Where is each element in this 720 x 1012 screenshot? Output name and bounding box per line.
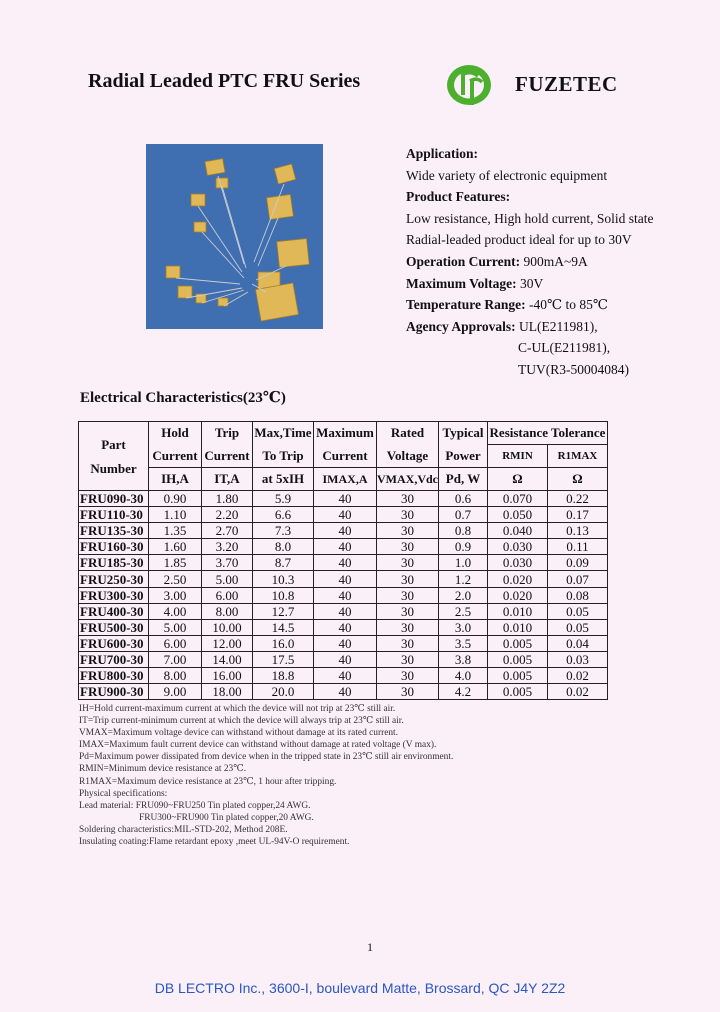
header-r1max: R1MAX [548, 445, 608, 468]
page-title: Radial Leaded PTC FRU Series [88, 70, 361, 92]
note-lead-1: Lead material: FRU090~FRU250 Tin plated copper,24 AWG. [79, 800, 311, 811]
header-ohm-min: Ω [488, 468, 548, 491]
table-cell: 8.0 [253, 539, 314, 555]
table-cell: 30 [377, 491, 439, 507]
note-coating: Insulating coating:Flame retardant epoxy ,meet UL-94V-O requirement. [79, 837, 350, 848]
table-cell: 30 [377, 619, 439, 635]
table-row [79, 603, 608, 619]
part-number-cell: FRU800-30 [79, 668, 149, 684]
max-voltage-value: 30V [516, 275, 544, 291]
table-cell: 3.8 [439, 651, 488, 667]
operation-current-label: Operation Current: [406, 253, 521, 269]
table-cell: 0.030 [488, 539, 548, 555]
header-max: Maximum [314, 422, 377, 445]
table-cell: 40 [314, 539, 377, 555]
table-cell: 10.3 [253, 571, 314, 587]
table-cell: 0.030 [488, 555, 548, 571]
table-cell: 40 [314, 555, 377, 571]
table-cell: 1.2 [439, 571, 488, 587]
table-cell: 0.020 [488, 571, 548, 587]
header-ih: IH,A [149, 468, 202, 491]
header-5xih: at 5xIH [253, 468, 314, 491]
table-cell: 30 [377, 539, 439, 555]
table-cell: 0.09 [548, 555, 608, 571]
header-number: Number [79, 458, 149, 481]
table-row [79, 539, 608, 555]
table-cell: 0.005 [488, 684, 548, 700]
part-number-cell: FRU160-30 [79, 539, 149, 555]
table-cell: 40 [314, 571, 377, 587]
table-cell: 8.00 [202, 603, 253, 619]
page-number: 1 [367, 940, 373, 954]
table-cell: 8.7 [253, 555, 314, 571]
header-imax: IMAX,A [314, 468, 377, 491]
table-cell: 16.00 [202, 668, 253, 684]
table-cell: 6.00 [149, 635, 202, 651]
temperature-value: -40℃ to 85℃ [525, 297, 608, 313]
table-cell: 0.07 [548, 571, 608, 587]
agency-value-3: TUV(R3-50004084) [518, 361, 629, 377]
table-cell: 0.05 [548, 603, 608, 619]
table-cell: 2.5 [439, 603, 488, 619]
part-number-cell: FRU110-30 [79, 507, 149, 523]
table-cell: 5.00 [149, 619, 202, 635]
table-cell: 5.00 [202, 571, 253, 587]
table-cell: 0.020 [488, 587, 548, 603]
table-cell: 18.8 [253, 668, 314, 684]
table-cell: 40 [314, 523, 377, 539]
table-cell: 2.20 [202, 507, 253, 523]
header-voltage: Voltage [377, 445, 439, 468]
table-cell: 5.9 [253, 491, 314, 507]
table-row [79, 619, 608, 635]
table-row [79, 587, 608, 603]
max-voltage-label: Maximum Voltage: [406, 275, 517, 291]
header-power: Power [439, 445, 488, 468]
table-cell: 0.08 [548, 587, 608, 603]
table-cell: 20.0 [253, 684, 314, 700]
table-cell: 30 [377, 684, 439, 700]
table-cell: 0.010 [488, 619, 548, 635]
table-cell: 10.00 [202, 619, 253, 635]
table-cell: 40 [314, 619, 377, 635]
table-cell: 1.80 [202, 491, 253, 507]
application-label: Application: [406, 146, 479, 161]
part-number-cell: FRU700-30 [79, 651, 149, 667]
header-rated: Rated [377, 422, 439, 445]
table-cell: 40 [314, 507, 377, 523]
table-cell: 30 [377, 523, 439, 539]
table-cell: 10.8 [253, 587, 314, 603]
feature-1: Low resistance, High hold current, Solid state [406, 210, 654, 226]
table-cell: 0.22 [548, 491, 608, 507]
table-cell: 30 [377, 571, 439, 587]
table-cell: 3.00 [149, 587, 202, 603]
table-cell: 1.10 [149, 507, 202, 523]
part-number-cell: FRU500-30 [79, 619, 149, 635]
part-number-cell: FRU400-30 [79, 603, 149, 619]
table-cell: 0.005 [488, 635, 548, 651]
part-number-cell: FRU900-30 [79, 684, 149, 700]
table-cell: 8.00 [149, 668, 202, 684]
table-cell: 40 [314, 635, 377, 651]
table-row [79, 555, 608, 571]
table-cell: 0.8 [439, 523, 488, 539]
header-max-current: Current [314, 445, 377, 468]
table-cell: 9.00 [149, 684, 202, 700]
table-row [79, 635, 608, 651]
table-cell: 0.005 [488, 651, 548, 667]
table-cell: 18.00 [202, 684, 253, 700]
table-cell: 0.6 [439, 491, 488, 507]
header-hold-current: Current [149, 445, 202, 468]
notes [79, 703, 639, 848]
table-cell: 4.0 [439, 668, 488, 684]
table-cell: 1.35 [149, 523, 202, 539]
table-cell: 14.5 [253, 619, 314, 635]
table-cell: 0.11 [548, 539, 608, 555]
table-cell: 30 [377, 507, 439, 523]
note-physical: Physical specifications: [79, 788, 168, 799]
header-it: IT,A [202, 468, 253, 491]
table-row [79, 491, 608, 507]
table-cell: 40 [314, 651, 377, 667]
note-pd: Pd=Maximum power dissipated from device when in the tripped state in 23℃ still air environment. [79, 752, 454, 763]
table-row [79, 571, 608, 587]
table-cell: 0.005 [488, 668, 548, 684]
table-cell: 7.00 [149, 651, 202, 667]
table-cell: 0.070 [488, 491, 548, 507]
fuzetec-logo-icon [446, 64, 492, 106]
table-cell: 0.17 [548, 507, 608, 523]
header-pd: Pd, W [439, 468, 488, 491]
table-cell: 30 [377, 603, 439, 619]
table-cell: 17.5 [253, 651, 314, 667]
header-part: Part [79, 422, 149, 468]
table-cell: 30 [377, 668, 439, 684]
temperature-label: Temperature Range: [406, 297, 526, 313]
part-number-cell: FRU300-30 [79, 587, 149, 603]
note-ih: IH=Hold current-maximum current at which the device will not trip at 23℃ still air. [79, 704, 396, 714]
table-cell: 3.5 [439, 635, 488, 651]
table-cell: 0.02 [548, 684, 608, 700]
agency-label: Agency Approvals: [406, 318, 516, 334]
table-row [79, 651, 608, 667]
feature-2: Radial-leaded product ideal for up to 30V [406, 232, 632, 248]
header-vmax: VMAX,Vdc [377, 468, 439, 491]
header-hold: Hold [149, 422, 202, 445]
note-lead-2: FRU300~FRU900 Tin plated copper,20 AWG. [139, 812, 314, 823]
table-cell: 3.20 [202, 539, 253, 555]
table-cell: 30 [377, 555, 439, 571]
table-cell: 0.010 [488, 603, 548, 619]
part-number-cell: FRU185-30 [79, 555, 149, 571]
spec-list [406, 143, 716, 381]
table-row [79, 523, 608, 539]
table-cell: 12.7 [253, 603, 314, 619]
header-trip: Trip [202, 422, 253, 445]
table-row [79, 684, 608, 700]
header-typical: Typical [439, 422, 488, 445]
table-cell: 1.60 [149, 539, 202, 555]
table-cell: 3.70 [202, 555, 253, 571]
table-cell: 30 [377, 651, 439, 667]
brand-name: FUZETEC [515, 72, 618, 96]
header-resistance: Resistance Tolerance [488, 422, 608, 445]
table-cell: 0.040 [488, 523, 548, 539]
table-cell: 0.05 [548, 619, 608, 635]
header-time: Max,Time [253, 422, 314, 445]
header-to-trip: To Trip [253, 445, 314, 468]
agency-value-1: UL(E211981), [515, 318, 598, 334]
note-vmax: VMAX=Maximum voltage device can withstand without damage at its rated current. [79, 728, 399, 739]
note-imax: IMAX=Maximum fault current device can withstand without damage at rated voltage (V max). [79, 740, 437, 751]
footer-address: DB LECTRO Inc., 3600-I, boulevard Matte, Brossard, QC J4Y 2Z2 [154, 980, 566, 996]
table-cell: 4.2 [439, 684, 488, 700]
table-cell: 7.3 [253, 523, 314, 539]
electrical-characteristics-table [78, 421, 608, 700]
table-cell: 40 [314, 587, 377, 603]
part-number-cell: FRU135-30 [79, 523, 149, 539]
features-label: Product Features: [406, 189, 511, 205]
note-soldering: Soldering characteristics:MIL-STD-202, Method 208E. [79, 824, 288, 835]
table-cell: 2.50 [149, 571, 202, 587]
table-cell: 30 [377, 587, 439, 603]
part-number-cell: FRU250-30 [79, 571, 149, 587]
table-cell: 0.9 [439, 539, 488, 555]
agency-value-2: C-UL(E211981), [518, 340, 611, 356]
table-cell: 40 [314, 684, 377, 700]
part-number-cell: FRU600-30 [79, 635, 149, 651]
table-cell: 40 [314, 491, 377, 507]
operation-current-value: 900mA~9A [520, 253, 588, 269]
table-cell: 3.0 [439, 619, 488, 635]
note-it: IT=Trip current-minimum current at which the device will always trip at 23℃ still air. [79, 716, 404, 727]
table-cell: 0.050 [488, 507, 548, 523]
section-title: Electrical Characteristics(23℃) [80, 390, 286, 406]
table-cell: 0.90 [149, 491, 202, 507]
header-ohm-max: Ω [548, 468, 608, 491]
table-cell: 14.00 [202, 651, 253, 667]
table-cell: 40 [314, 603, 377, 619]
table-cell: 1.85 [149, 555, 202, 571]
table-cell: 30 [377, 635, 439, 651]
table-cell: 16.0 [253, 635, 314, 651]
part-number-cell: FRU090-30 [79, 491, 149, 507]
table-cell: 2.0 [439, 587, 488, 603]
table-cell: 4.00 [149, 603, 202, 619]
table-cell: 0.03 [548, 651, 608, 667]
table-cell: 0.13 [548, 523, 608, 539]
product-photo [146, 144, 323, 329]
table-cell: 2.70 [202, 523, 253, 539]
note-rmin: RMIN=Minimum device resistance at 23℃. [79, 764, 247, 775]
table-cell: 0.04 [548, 635, 608, 651]
table-cell: 0.7 [439, 507, 488, 523]
table-row [79, 507, 608, 523]
table-cell: 40 [314, 668, 377, 684]
application-value: Wide variety of electronic equipment [406, 167, 608, 183]
table-cell: 6.00 [202, 587, 253, 603]
table-row [79, 668, 608, 684]
table-cell: 0.02 [548, 668, 608, 684]
header-rmin: RMIN [488, 445, 548, 468]
note-r1max: R1MAX=Maximum device resistance at 23℃, 1 hour after tripping. [79, 776, 337, 787]
table-cell: 12.00 [202, 635, 253, 651]
table-cell: 1.0 [439, 555, 488, 571]
header-trip-current: Current [202, 445, 253, 468]
table-cell: 6.6 [253, 507, 314, 523]
